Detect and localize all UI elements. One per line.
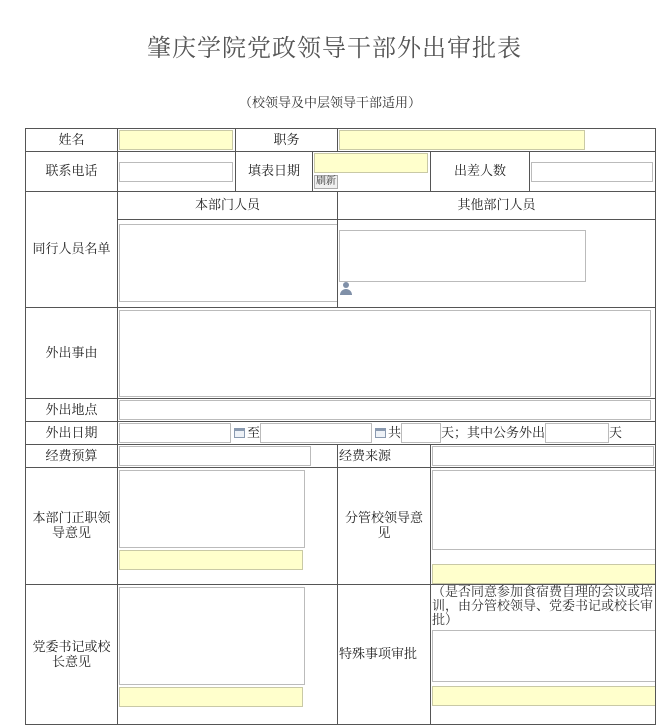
- companions-label: 同行人员名单: [26, 192, 118, 308]
- row-companions-header: [26, 192, 656, 220]
- row-name: [26, 129, 656, 152]
- budget-cell: [118, 445, 338, 468]
- page-title: 肇庆学院党政领导干部外出审批表: [147, 34, 522, 62]
- reason-cell: [118, 308, 656, 399]
- refresh-button[interactable]: 刷新: [316, 176, 336, 187]
- total-label: 共: [388, 425, 402, 441]
- budget-label: 经费预算: [26, 445, 118, 468]
- funding-source-input[interactable]: [432, 446, 654, 466]
- row-budget: [26, 445, 656, 468]
- phone-input[interactable]: [119, 162, 233, 182]
- page-subtitle: （校领导及中层领导干部适用）: [238, 96, 421, 111]
- total-days-input[interactable]: [401, 423, 441, 443]
- reason-textarea[interactable]: [119, 310, 651, 397]
- supervisor-signature-input[interactable]: [432, 564, 656, 584]
- row-opinions-1: [26, 468, 656, 585]
- supervisor-opinion-cell: [431, 468, 656, 585]
- end-date-input[interactable]: [260, 423, 372, 443]
- other-dept-members-cell: [338, 220, 656, 308]
- row-location: [26, 399, 656, 422]
- secretary-opinion-cell: [118, 585, 338, 725]
- budget-input[interactable]: [119, 446, 311, 466]
- travelers-count-input[interactable]: [531, 162, 653, 182]
- phone-label: 联系电话: [26, 152, 118, 192]
- other-dept-members-textarea[interactable]: [339, 230, 586, 282]
- start-calendar-icon[interactable]: [234, 428, 245, 438]
- days-label: 天: [609, 425, 623, 441]
- secretary-signature-input[interactable]: [119, 687, 303, 707]
- user-picker-icon[interactable]: [339, 282, 353, 296]
- funding-source-cell: [431, 445, 656, 468]
- days-public-label: 天；其中公务外出: [441, 425, 546, 441]
- row-date: [26, 422, 656, 445]
- funding-source-label: 经费来源: [338, 445, 431, 468]
- approval-form: [25, 128, 656, 725]
- position-cell: [338, 129, 656, 152]
- end-calendar-icon[interactable]: [375, 428, 386, 438]
- dept-members-textarea[interactable]: [119, 224, 338, 302]
- start-date-input[interactable]: [119, 423, 231, 443]
- special-note: （是否同意参加食宿费自理的会议或培训，由分管校领导、党委书记或校长审批）: [432, 585, 654, 628]
- to-label: 至: [247, 425, 261, 441]
- public-days-input[interactable]: [545, 423, 609, 443]
- location-label: 外出地点: [26, 399, 118, 422]
- supervisor-opinion-textarea[interactable]: [432, 470, 656, 550]
- dept-members-header: 本部门人员: [118, 192, 338, 220]
- dept-head-opinion-label: 本部门正职领导意见: [26, 468, 118, 585]
- date-cell: [118, 422, 656, 445]
- dept-head-opinion-cell: [118, 468, 338, 585]
- reason-label: 外出事由: [26, 308, 118, 399]
- fill-date-label: 填表日期: [236, 152, 313, 192]
- position-input[interactable]: [339, 130, 585, 150]
- special-signature-input[interactable]: [432, 686, 656, 706]
- fill-date-input[interactable]: [314, 153, 428, 173]
- row-phone: [26, 152, 656, 192]
- name-input[interactable]: [119, 130, 233, 150]
- name-label: 姓名: [26, 129, 118, 152]
- dept-head-opinion-textarea[interactable]: [119, 470, 305, 548]
- special-approval-cell: [431, 585, 656, 725]
- secretary-opinion-textarea[interactable]: [119, 587, 305, 685]
- location-cell: [118, 399, 656, 422]
- dept-head-signature-input[interactable]: [119, 550, 303, 570]
- phone-cell: [118, 152, 236, 192]
- row-companions-fields: [26, 220, 656, 308]
- secretary-opinion-label: 党委书记或校长意见: [26, 585, 118, 725]
- supervisor-opinion-label: 分管校领导意见: [338, 468, 431, 585]
- name-cell: [118, 129, 236, 152]
- travelers-count-cell: [530, 152, 656, 192]
- date-label: 外出日期: [26, 422, 118, 445]
- row-reason: [26, 308, 656, 399]
- travelers-count-label: 出差人数: [431, 152, 530, 192]
- special-approval-label: 特殊事项审批: [338, 585, 431, 725]
- row-opinions-2: [26, 585, 656, 725]
- location-input[interactable]: [119, 400, 651, 420]
- special-approval-textarea[interactable]: [432, 630, 656, 682]
- other-dept-members-header: 其他部门人员: [338, 192, 656, 220]
- position-label: 职务: [236, 129, 338, 152]
- fill-date-cell: [313, 152, 431, 192]
- dept-members-cell: [118, 220, 338, 308]
